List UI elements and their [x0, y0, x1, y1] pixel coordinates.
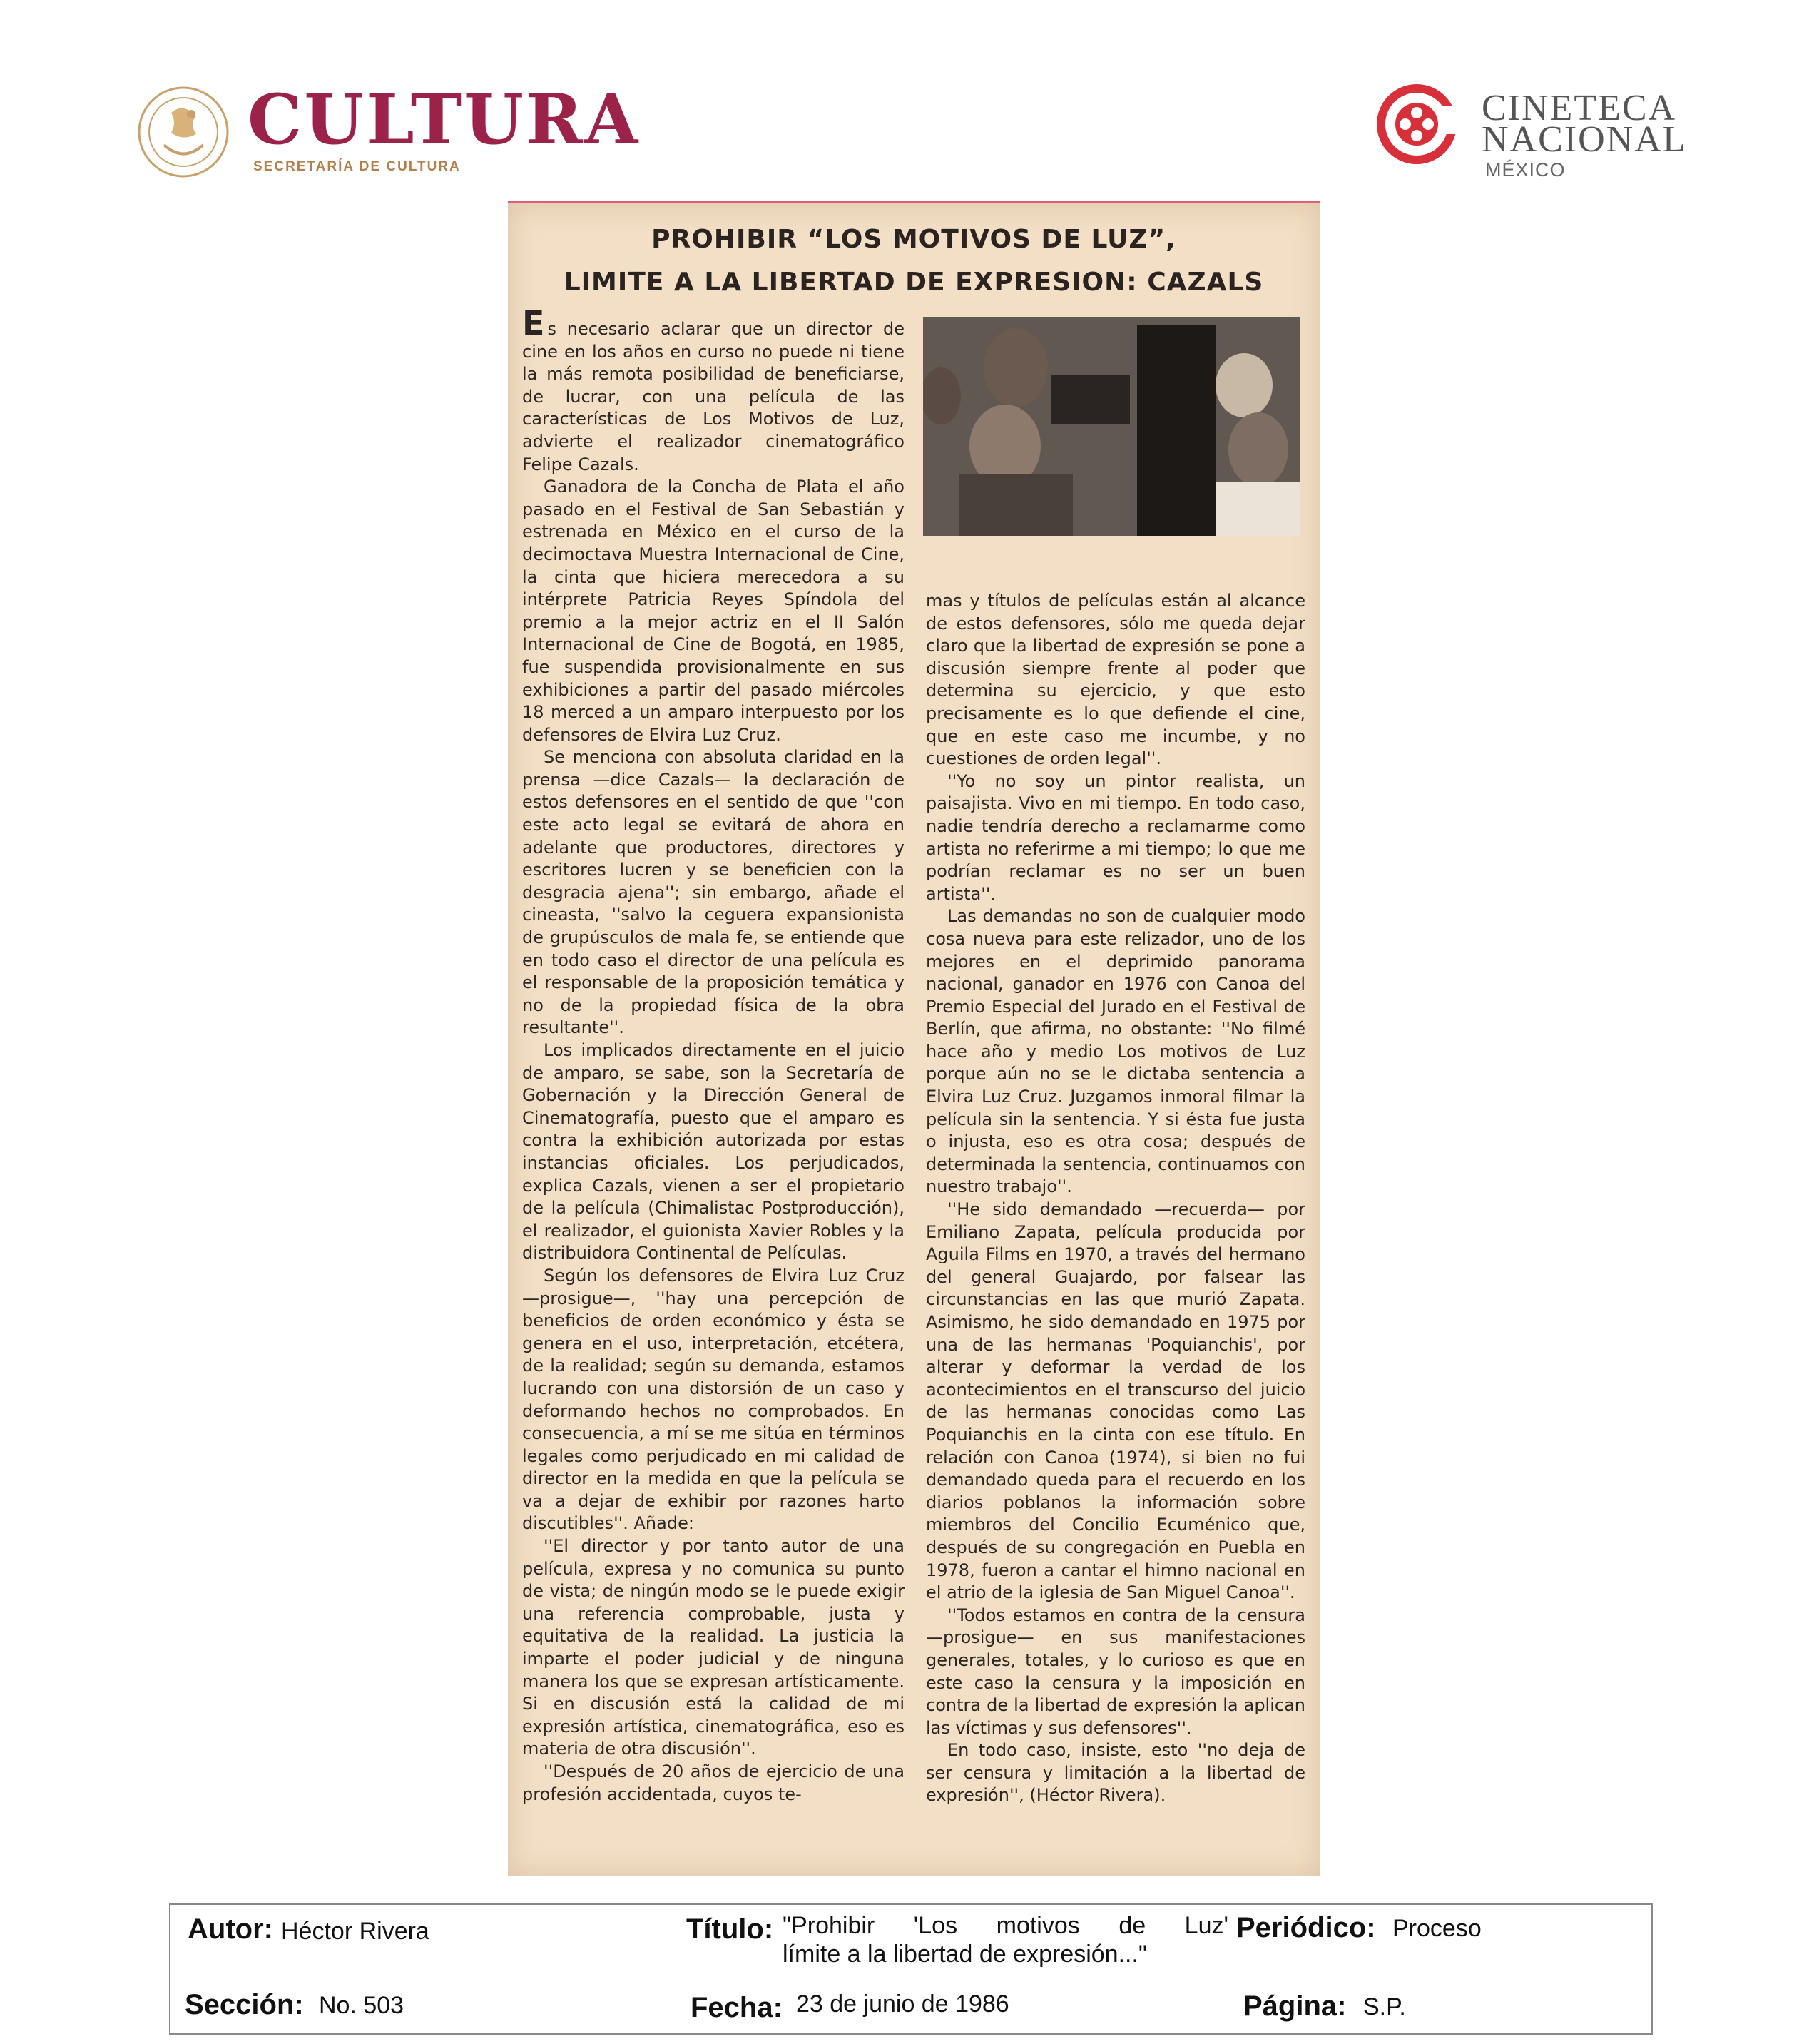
cultura-subtitle: SECRETARÍA DE CULTURA [253, 159, 461, 174]
titulo-label: Título: [686, 1913, 774, 1945]
seccion-value: No. 503 [319, 1992, 404, 2019]
fecha-label: Fecha: [691, 1992, 783, 2023]
periodico-value: Proceso [1392, 1915, 1482, 1942]
metadata-box [169, 1903, 1653, 2035]
article-photo [923, 317, 1300, 536]
cineteca-line2: NACIONAL [1482, 119, 1687, 160]
cultura-logo [136, 79, 641, 184]
article-paragraph: Es necesario aclarar que un director de cine en los años en curso no puede ni tiene la más remota posibilidad de beneficiarse, de lucrar, con una película de las características de Los Motivos de Luz, advierte el realizador cinematográfico Felipe Cazals. [522, 304, 905, 474]
article-paragraph: Se menciona con absoluta claridad en la prensa —dice Cazals— la declaración de estos defensores en el sentido de que ''con este acto legal se evitará de ahora en adelante que productores, directores y escritores lucren y se beneficien con la desgracia ajena''; sin embargo, añade el cineasta, ''salvo la ceguera expansionista de grupúsculos de mala fe, se entiende que en todo caso el director de una película es el responsable de la proposición temática y no de la propiedad física de la obra resultante''. [522, 747, 905, 1038]
article-paragraph: Según los defensores de Elvira Luz Cruz —prosigue—, ''hay una percepción de beneficios de orden económico y ésta se genera en el uso, interpretación, etcétera, de la realidad; según su demanda, estamos lucrando con una distorsión de un caso y deformando hechos no comprobados. En consecuencia, a mí se me sitúa en términos legales como perjudicado en mi calidad de director en la medida en que la película se va a dejar de exhibir por razones harto discutibles''. Añade: [522, 1265, 905, 1534]
titulo-value-line1: "Prohibir 'Los motivos de Luz' [783, 1912, 1228, 1939]
cineteca-line3: MÉXICO [1485, 159, 1566, 180]
article-paragraph: En todo caso, insiste, esto ''no deja de ser censura y limitación a la libertad de expresión'', (Héctor Rivera). [926, 1740, 1305, 1806]
seccion-label: Sección: [185, 1989, 304, 2020]
film-reel-icon [1377, 84, 1457, 164]
article-left-column [522, 304, 905, 1806]
article-paragraph: Los implicados directamente en el juicio de amparo, se sabe, son la Secretaría de Gobernación y la Dirección General de Cinematografía, puesto que el amparo es contra la exhibición autorizada por estas instancias oficiales. Los perjudicados, explica Cazals, vienen a ser el propietario de la película (Chimalistac Postproducción), el realizador, el guionista Xavier Robles y la distribuidora Continental de Películas. [522, 1040, 905, 1263]
fecha-value: 23 de junio de 1986 [796, 1990, 1009, 2018]
article-paragraph: mas y títulos de películas están al alcance de estos defensores, sólo me queda dejar claro que la libertad de expresión se pone a discusión siempre frente al poder que determina su ejercicio, y que esto precisamente es lo que defiende el cine, que en este caso me incumbe, y no cuestiones de orden legal''. [926, 591, 1305, 769]
article-paragraph: ''He sido demandado —recuerda— por Emiliano Zapata, película producida por Aguila Films en 1970, a través del hermano del general Guajardo, por falsear las circunstancias en las que murió Zapata. Asimismo, he sido demandado en 1975 por una de las hermanas 'Poquianchis', por alterar y deformar la verdad de los acontecimientos en el transcurso del juicio de las hermanas conocidas como Las Poquianchis en la cinta con ese título. En relación con Canoa (1974), si bien no fui demandado queda para el recuerdo en los diarios poblanos la información sobre miembros del Concilio Ecuménico que, después de su congregación en Puebla en 1978, fueron a cantar el himno nacional en el atrio de la iglesia de San Miguel Canoa''. [926, 1199, 1305, 1603]
article-paragraph: ''Yo no soy un pintor realista, un paisajista. Vivo en mi tiempo. En todo caso, nadie tendría derecho a reclamarme como artista no referirme a mi tiempo; lo que me podrían reclamar es no ser un buen artista''. [926, 771, 1305, 904]
headline-line2: LIMITE A LA LIBERTAD DE EXPRESION: CAZALS [564, 268, 1264, 297]
article-paragraph: Ganadora de la Concha de Plata el año pasado en el Festival de San Sebastián y estrenada en México en el curso de la decimoctava Muestra Internacional de Cine, la cinta que hiciera merecedora a su intérprete Patricia Reyes Spíndola del premio a la mejor actriz en el II Salón Internacional de Cine de Bogotá, en 1985, fue suspendida provisionalmente en sus exhibiciones a partir del pasado miércoles 18 merced a un amparo interpuesto por los defensores de Elvira Luz Cruz. [522, 477, 905, 745]
autor-label: Autor: [188, 1913, 273, 1945]
article-paragraph: ''El director y por tanto autor de una película, expresa y no comunica su punto de vista; de ningún modo se le puede exigir una referencia comprobable, justa y equitativa de la realidad. La justicia la imparte el poder judicial y de ninguna manera los que se expresan artísticamente. Si en discusión está la calidad de mi expresión artística, cinematográfica, eso es materia de otra discusión''. [522, 1536, 905, 1759]
drop-cap: E [522, 304, 545, 342]
mexican-seal-icon [136, 84, 232, 180]
titulo-value-line2: límite a la libertad de expresión..." [783, 1941, 1147, 1968]
cineteca-logo [1377, 84, 1698, 184]
cultura-wordmark: CULTURA [248, 79, 641, 160]
pagina-value: S.P. [1363, 1993, 1406, 2020]
article-paragraph: Las demandas no son de cualquier modo cosa nueva para este relizador, uno de los mejores en el deprimido panorama nacional, ganador en 1976 con Canoa del Premio Especial del Jurado en el Festival de Berlín, que afirma, no obstante: ''No filmé hace año y medio Los motivos de Luz porque aún no se le dictaba sentencia a Elvira Luz Cruz. Juzgamos inmoral filmar la película sin la sentencia. Y si ésta fue justa o injusta, eso es otra cosa; después de determinada la sentencia, continuamos con nuestro trabajo''. [926, 906, 1305, 1197]
article-paragraph: ''Todos estamos en contra de la censura —prosigue— en sus manifestaciones generales, totales, y lo curioso es que en este caso la censura y la imposición en contra de la libertad de expresión la aplican las víctimas y sus defensores''. [926, 1605, 1305, 1738]
autor-value: Héctor Rivera [281, 1918, 429, 1945]
cineteca-line1: CINETECA [1482, 88, 1677, 128]
periodico-label: Periódico: [1236, 1912, 1376, 1943]
article-right-column [926, 590, 1305, 1807]
headline-line1: PROHIBIR “LOS MOTIVOS DE LUZ”, [651, 225, 1176, 254]
article-paragraph: ''Después de 20 años de ejercicio de una profesión accidentada, cuyos te- [522, 1761, 905, 1804]
newspaper-clipping [508, 201, 1320, 1876]
pagina-label: Página: [1243, 1990, 1347, 2022]
